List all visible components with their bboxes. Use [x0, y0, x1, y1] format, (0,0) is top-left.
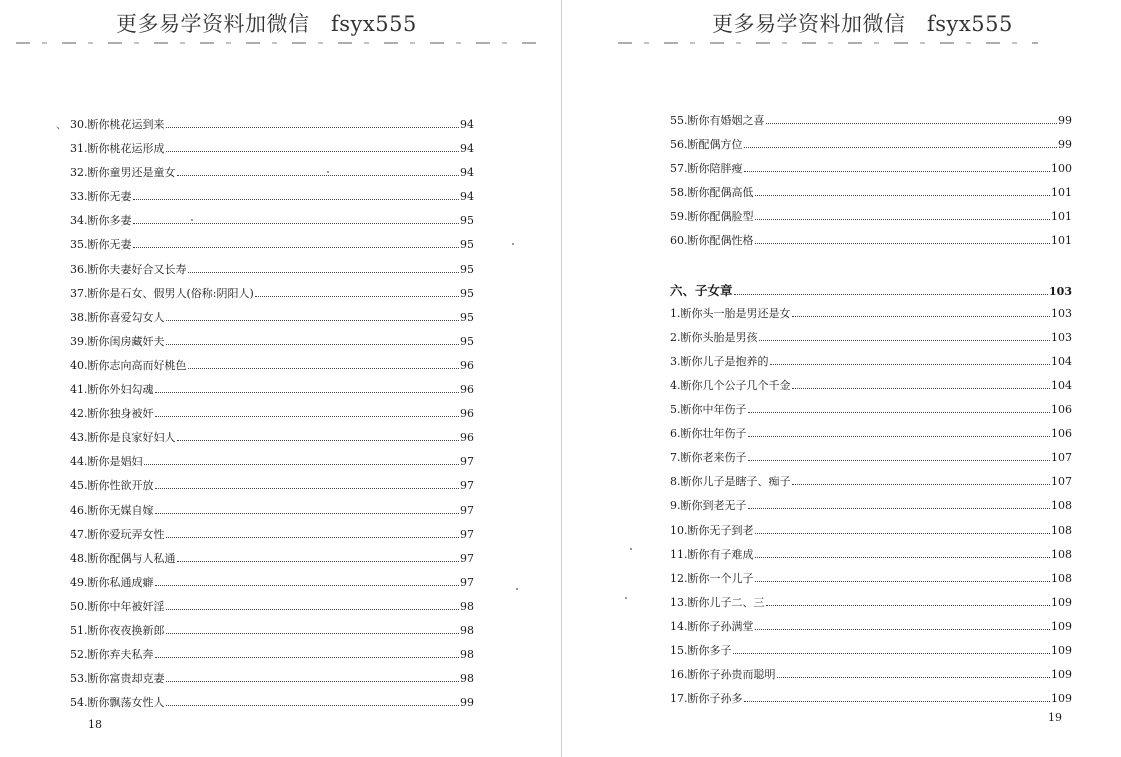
- toc-entry-page: 97: [460, 479, 474, 493]
- toc-entry: [70, 285, 474, 309]
- dot-leader: [177, 553, 460, 562]
- toc-entry: [670, 497, 1072, 521]
- toc-entry: [670, 473, 1072, 497]
- dot-leader: [166, 529, 460, 538]
- dot-leader: [166, 601, 460, 610]
- dot-leader: [155, 480, 460, 489]
- toc-entry-title: 17.断你子孙多: [670, 692, 743, 706]
- toc-entry: [670, 642, 1072, 666]
- toc-entry: [70, 381, 474, 405]
- right-page: [562, 0, 1121, 757]
- toc-entry-title: 37.断你是石女、假男人(俗称:阴阳人): [70, 286, 254, 300]
- toc-entry-title: 16.断你子孙贵而聪明: [670, 668, 776, 682]
- toc-entry-title: 60.断你配偶性格: [670, 234, 754, 248]
- dot-leader: [770, 356, 1051, 365]
- toc-list-right: [670, 112, 1072, 714]
- toc-entry-title: 15.断你多子: [670, 643, 732, 657]
- toc-entry-title: 59.断你配偶脸型: [670, 210, 754, 224]
- toc-entry-title: 46.断你无媒自嫁: [70, 503, 154, 517]
- dot-leader: [755, 211, 1051, 220]
- toc-entry-page: 98: [460, 672, 474, 686]
- toc-entry-page: 101: [1051, 186, 1072, 200]
- toc-entry: [70, 309, 474, 333]
- toc-entry-page: 107: [1051, 451, 1072, 465]
- toc-entry-title: 50.断你中年被奸淫: [70, 599, 165, 613]
- toc-entry-title: 44.断你是娼妇: [70, 455, 143, 469]
- toc-entry-title: 52.断你弃夫私奔: [70, 648, 154, 662]
- dot-leader: [744, 163, 1051, 172]
- toc-entry: [670, 136, 1072, 160]
- toc-entry: [70, 236, 474, 260]
- toc-entry-page: 96: [460, 358, 474, 372]
- dot-leader: [133, 239, 460, 248]
- toc-entry: [670, 401, 1072, 425]
- toc-entry-title: 45.断你性欲开放: [70, 479, 154, 493]
- toc-entry-page: 99: [460, 696, 474, 710]
- toc-entry: [70, 405, 474, 429]
- toc-entry-page: 101: [1051, 234, 1072, 248]
- toc-entry: [70, 429, 474, 453]
- toc-entry-title: 51.断你夜夜换新郎: [70, 623, 165, 637]
- dot-leader: [177, 167, 460, 176]
- toc-entry: [670, 425, 1072, 449]
- dot-leader: [166, 336, 460, 345]
- toc-entry-page: 95: [460, 310, 474, 324]
- dot-leader: [166, 673, 460, 682]
- toc-entry-title: 42.断你独身被奸: [70, 407, 154, 421]
- toc-entry: [70, 453, 474, 477]
- toc-list-left: [56, 116, 474, 718]
- scan-speck: [625, 597, 627, 599]
- toc-entry: [670, 666, 1072, 690]
- toc-entry-page: 100: [1051, 162, 1072, 176]
- section-spacer: [670, 257, 1072, 281]
- toc-entry-title: 14.断你子孙满堂: [670, 619, 754, 633]
- toc-entry-page: 99: [1058, 114, 1072, 127]
- toc-entry: [70, 261, 474, 285]
- dot-leader: [155, 384, 460, 393]
- toc-entry: [670, 305, 1072, 329]
- dot-leader: [748, 428, 1051, 437]
- dot-leader: [792, 476, 1051, 485]
- toc-entry: [670, 112, 1072, 136]
- toc-entry-page: 97: [460, 527, 474, 541]
- toc-entry-title: 2.断你头胎是男孩: [670, 330, 758, 344]
- toc-entry-title: 9.断你到老无子: [670, 499, 747, 513]
- toc-entry-page: 96: [460, 407, 474, 421]
- toc-entry-title: 57.断你陪胖瘦: [670, 162, 743, 176]
- scan-artifact-left: [16, 42, 536, 44]
- toc-entry: [670, 377, 1072, 401]
- dot-leader: [755, 235, 1051, 244]
- dot-leader: [744, 139, 1058, 148]
- scan-speck: [327, 171, 329, 173]
- toc-entry: [70, 502, 474, 526]
- dot-leader: [188, 264, 460, 273]
- toc-entry: [670, 160, 1072, 184]
- dot-leader: [766, 115, 1058, 124]
- scan-artifact-right: [618, 42, 1038, 44]
- toc-entry: [670, 570, 1072, 594]
- toc-entry-title: 10.断你无子到老: [670, 523, 754, 537]
- toc-entry: [70, 212, 474, 236]
- toc-entry-page: 104: [1051, 378, 1072, 392]
- toc-entry-page: 95: [460, 334, 474, 348]
- toc-entry: [70, 598, 474, 622]
- toc-entry-page: 109: [1051, 619, 1072, 633]
- toc-entry-title: 34.断你多妻: [70, 214, 132, 228]
- toc-entry-title: 43.断你是良家好妇人: [70, 431, 176, 445]
- toc-entry-page: 96: [460, 383, 474, 397]
- toc-entry-page: 94: [460, 166, 474, 180]
- toc-entry: [70, 622, 474, 646]
- toc-entry-page: 108: [1051, 499, 1072, 513]
- toc-entry-page: 98: [460, 599, 474, 613]
- toc-entry: [70, 333, 474, 357]
- toc-entry-page: 95: [460, 238, 474, 252]
- toc-entry-title: 1.断你头一胎是男还是女: [670, 306, 791, 320]
- toc-entry-title: 六、子女章: [670, 282, 733, 298]
- dot-leader: [155, 649, 460, 658]
- toc-entry-page: 98: [460, 623, 474, 637]
- toc-entry-page: 94: [460, 118, 474, 131]
- toc-entry-title: 48.断你配偶与人私通: [70, 551, 176, 565]
- scan-mark: 、: [56, 118, 67, 131]
- toc-entry: [70, 574, 474, 598]
- toc-entry-page: 104: [1051, 354, 1072, 368]
- toc-entry-page: 97: [460, 455, 474, 469]
- dot-leader: [155, 505, 460, 514]
- dot-leader: [133, 215, 460, 224]
- toc-entry: [70, 140, 474, 164]
- toc-entry-title: 31.断你桃花运形成: [70, 142, 165, 156]
- toc-entry-page: 101: [1051, 210, 1072, 224]
- toc-entry-page: 108: [1051, 523, 1072, 537]
- dot-leader: [166, 625, 460, 634]
- dot-leader: [755, 621, 1051, 630]
- toc-entry-title: 47.断你爱玩弄女性: [70, 527, 165, 541]
- dot-leader: [155, 408, 460, 417]
- toc-entry: [70, 188, 474, 212]
- dot-leader: [759, 332, 1051, 341]
- toc-entry-title: 36.断你夫妻好合又长寿: [70, 262, 187, 276]
- dot-leader: [166, 119, 460, 128]
- dot-leader: [792, 308, 1051, 317]
- toc-entry-page: 97: [460, 551, 474, 565]
- dot-leader: [155, 577, 460, 586]
- dot-leader: [734, 286, 1049, 295]
- toc-entry-page: 106: [1051, 427, 1072, 441]
- dot-leader: [733, 645, 1051, 654]
- toc-entry-page: 108: [1051, 571, 1072, 585]
- toc-entry-page: 98: [460, 648, 474, 662]
- toc-entry: [670, 329, 1072, 353]
- dot-leader: [144, 456, 460, 465]
- dot-leader: [748, 452, 1051, 461]
- toc-entry-title: 6.断你壮年伤子: [670, 427, 747, 441]
- toc-entry-page: 97: [460, 503, 474, 517]
- dot-leader: [755, 525, 1051, 534]
- toc-entry-title: 33.断你无妻: [70, 190, 132, 204]
- toc-section-heading: [670, 281, 1072, 305]
- dot-leader: [766, 597, 1051, 606]
- dot-leader: [133, 191, 460, 200]
- dot-leader: [188, 360, 460, 369]
- toc-entry: [670, 546, 1072, 570]
- toc-entry: [70, 550, 474, 574]
- toc-entry-title: 58.断你配偶高低: [670, 186, 754, 200]
- watermark-right: 更多易学资料加微信 fsyx555: [712, 12, 1013, 36]
- scan-speck: [512, 243, 514, 245]
- dot-leader: [777, 669, 1051, 678]
- toc-entry: [670, 184, 1072, 208]
- toc-entry-page: 94: [460, 190, 474, 204]
- toc-entry-title: 40.断你志向高而好桃色: [70, 358, 187, 372]
- toc-entry-title: 39.断你闺房藏奸夫: [70, 334, 165, 348]
- dot-leader: [177, 432, 460, 441]
- toc-entry-page: 97: [460, 575, 474, 589]
- toc-entry: [670, 522, 1072, 546]
- toc-entry-title: 54.断你飘荡女性人: [70, 696, 165, 710]
- dot-leader: [166, 312, 460, 321]
- toc-entry-page: 109: [1051, 595, 1072, 609]
- dot-leader: [255, 288, 459, 297]
- toc-entry: [56, 116, 474, 140]
- toc-entry: [670, 353, 1072, 377]
- toc-entry: [670, 232, 1072, 256]
- toc-entry-title: 55.断你有婚姻之喜: [670, 114, 765, 127]
- toc-entry-title: 11.断你有子难成: [670, 547, 754, 561]
- toc-entry-page: 99: [1058, 138, 1072, 152]
- toc-entry-title: 13.断你儿子二、三: [670, 595, 765, 609]
- toc-entry-page: 103: [1049, 284, 1072, 298]
- toc-entry: [70, 357, 474, 381]
- toc-entry-page: 103: [1051, 330, 1072, 344]
- toc-entry-page: 95: [460, 262, 474, 276]
- toc-entry: [670, 208, 1072, 232]
- toc-entry-page: 103: [1051, 306, 1072, 320]
- scan-speck: [516, 588, 518, 590]
- toc-entry-page: 95: [460, 286, 474, 300]
- toc-entry: [70, 646, 474, 670]
- toc-entry-title: 12.断你一个儿子: [670, 571, 754, 585]
- toc-entry-title: 3.断你儿子是抱养的: [670, 354, 769, 368]
- page-number-left: 18: [88, 718, 102, 731]
- page-number-right: 19: [1048, 711, 1062, 724]
- toc-entry-page: 108: [1051, 547, 1072, 561]
- watermark-left: 更多易学资料加微信 fsyx555: [116, 12, 417, 36]
- toc-entry-title: 35.断你无妻: [70, 238, 132, 252]
- toc-entry-title: 38.断你喜爱勾女人: [70, 310, 165, 324]
- dot-leader: [748, 404, 1051, 413]
- dot-leader: [755, 573, 1051, 582]
- toc-entry-title: 30.断你桃花运到来: [70, 118, 165, 131]
- toc-entry: [70, 694, 474, 718]
- toc-entry-title: 56.断配偶方位: [670, 138, 743, 152]
- toc-entry-title: 5.断你中年伤子: [670, 403, 747, 417]
- toc-entry-page: 106: [1051, 403, 1072, 417]
- toc-entry-title: 32.断你童男还是童女: [70, 166, 176, 180]
- dot-leader: [792, 380, 1051, 389]
- dot-leader: [166, 697, 460, 706]
- toc-entry: [70, 477, 474, 501]
- dot-leader: [744, 693, 1051, 702]
- scan-speck: [630, 548, 632, 550]
- toc-entry-title: 49.断你私通成癖: [70, 575, 154, 589]
- toc-entry: [670, 618, 1072, 642]
- toc-entry-page: 96: [460, 431, 474, 445]
- toc-entry-page: 109: [1051, 668, 1072, 682]
- toc-entry-title: 53.断你富贵却克妻: [70, 672, 165, 686]
- toc-entry: [670, 449, 1072, 473]
- scan-speck: [191, 219, 193, 221]
- dot-leader: [748, 500, 1051, 509]
- toc-entry-title: 7.断你老来伤子: [670, 451, 747, 465]
- toc-entry-title: 4.断你几个公子几个千金: [670, 378, 791, 392]
- toc-entry-page: 94: [460, 142, 474, 156]
- toc-entry: [670, 594, 1072, 618]
- toc-entry: [70, 526, 474, 550]
- toc-entry-page: 95: [460, 214, 474, 228]
- toc-entry-title: 8.断你儿子是瞎子、痴子: [670, 475, 791, 489]
- dot-leader: [755, 187, 1051, 196]
- toc-entry: [70, 670, 474, 694]
- dot-leader: [755, 549, 1051, 558]
- toc-entry-page: 109: [1051, 643, 1072, 657]
- toc-entry: [670, 690, 1072, 714]
- toc-entry-page: 107: [1051, 475, 1072, 489]
- toc-entry: [70, 164, 474, 188]
- toc-entry-title: 41.断你外妇勾魂: [70, 383, 154, 397]
- toc-entry-page: 109: [1051, 692, 1072, 706]
- dot-leader: [166, 143, 460, 152]
